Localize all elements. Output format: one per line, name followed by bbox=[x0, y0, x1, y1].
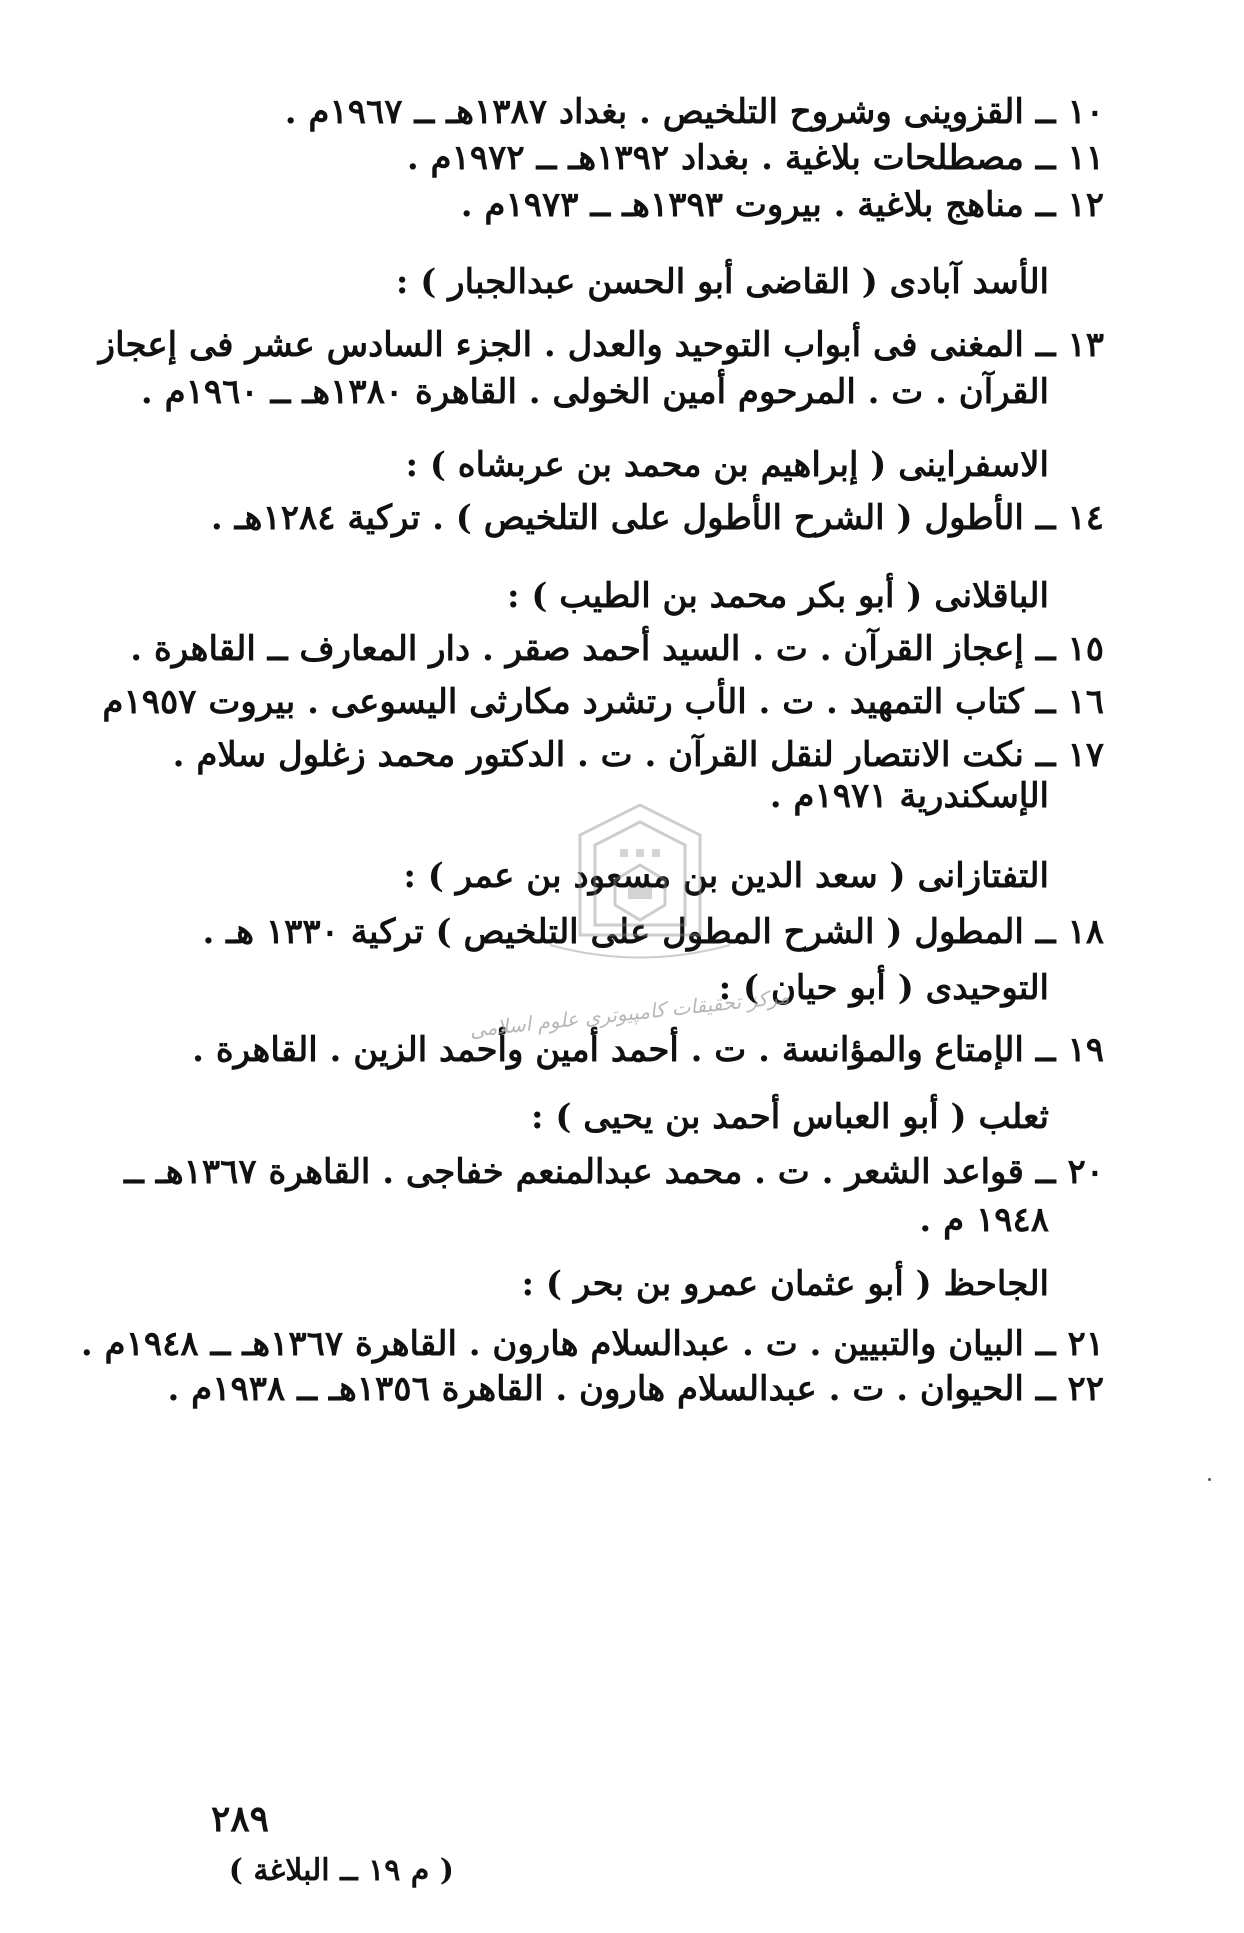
page-number: ٢٨٩ bbox=[210, 1798, 269, 1840]
entry-13-continued: القرآن . ت . المرحوم أمين الخولى . القاهرة ١٣٨٠هـ ــ ١٩٦٠م . bbox=[140, 372, 1049, 412]
author-asadabadi: الأسد آبادى ( القاضى أبو الحسن عبدالجبار ) : bbox=[395, 262, 1049, 302]
entry-22: ٢٢ ــ الحيوان . ت . عبدالسلام هارون . القاهرة ١٣٥٦هـ ــ ١٩٣٨م . bbox=[167, 1369, 1104, 1409]
watermark-caption: مركز تحقيقات كامپيوترى علوم اسلامى bbox=[468, 984, 791, 1042]
entry-17-continued: الإسكندرية ١٩٧١م . bbox=[769, 776, 1049, 816]
entry-18: ١٨ ــ المطول ( الشرح المطول على التلخيص ) تركية ١٣٣٠ هـ . bbox=[202, 912, 1104, 952]
entry-19: ١٩ ــ الإمتاع والمؤانسة . ت . أحمد أمين وأحمد الزين . القاهرة . bbox=[192, 1030, 1104, 1070]
scan-speck bbox=[1208, 1478, 1211, 1481]
author-taftazani: التفتازانى ( سعد الدين بن مسعود بن عمر ) : bbox=[403, 856, 1049, 896]
signature-line: ( م ١٩ ــ البلاغة ) bbox=[228, 1853, 454, 1888]
entry-14: ١٤ ــ الأطول ( الشرح الأطول على التلخيص ) . تركية ١٢٨٤هـ . bbox=[210, 498, 1104, 538]
entry-10: ١٠ ــ القزوينى وشروح التلخيص . بغداد ١٣٨٧هـ ــ ١٩٦٧م . bbox=[284, 92, 1104, 132]
entry-11: ١١ ــ مصطلحات بلاغية . بغداد ١٣٩٢هـ ــ ١٩٧٢م . bbox=[406, 138, 1104, 178]
entry-16: ١٦ ــ كتاب التمهيد . ت . الأب رتشرد مكارثى اليسوعى . بيروت ١٩٥٧م bbox=[102, 682, 1104, 722]
watermark-emblem bbox=[470, 795, 810, 1095]
entry-13: ١٣ ــ المغنى فى أبواب التوحيد والعدل . الجزء السادس عشر فى إعجاز bbox=[98, 325, 1104, 365]
entry-20-continued: ١٩٤٨ م . bbox=[919, 1200, 1049, 1240]
author-isfaraini: الاسفراينى ( إبراهيم بن محمد بن عربشاه ) : bbox=[405, 445, 1049, 485]
entry-17: ١٧ ــ نكت الانتصار لنقل القرآن . ت . الدكتور محمد زغلول سلام . bbox=[172, 735, 1104, 775]
entry-15: ١٥ ــ إعجاز القرآن . ت . السيد أحمد صقر . دار المعارف ــ القاهرة . bbox=[130, 629, 1104, 669]
author-tawhidi: التوحيدى ( أبو حيان ) : bbox=[718, 968, 1049, 1008]
author-baqillani: الباقلانى ( أبو بكر محمد بن الطيب ) : bbox=[506, 576, 1049, 616]
entry-12: ١٢ ــ مناهج بلاغية . بيروت ١٣٩٣هـ ــ ١٩٧٣م . bbox=[460, 185, 1104, 225]
author-thaalab: ثعلب ( أبو العباس أحمد بن يحيى ) : bbox=[530, 1097, 1049, 1137]
author-jahiz: الجاحظ ( أبو عثمان عمرو بن بحر ) : bbox=[521, 1264, 1049, 1304]
entry-20: ٢٠ ــ قواعد الشعر . ت . محمد عبدالمنعم خفاجى . القاهرة ١٣٦٧هـ ــ bbox=[123, 1152, 1104, 1192]
entry-21: ٢١ ــ البيان والتبيين . ت . عبدالسلام هارون . القاهرة ١٣٦٧هـ ــ ١٩٤٨م . bbox=[80, 1324, 1104, 1364]
